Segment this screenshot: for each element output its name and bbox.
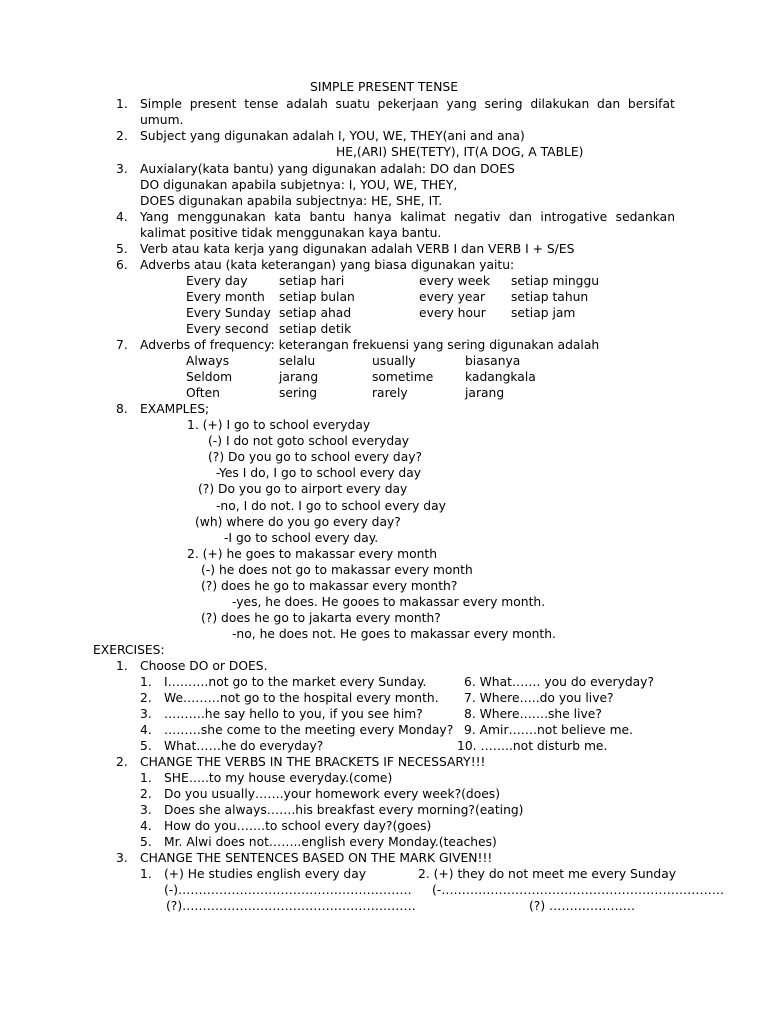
- exercise-item: 8. Where…….she live?: [464, 707, 602, 721]
- word: Simple: [140, 97, 182, 111]
- item-number: 7.: [116, 338, 128, 352]
- theory-line: Adverbs of frequency: keterangan frekuensi yang sering digunakan adalah: [140, 338, 600, 352]
- word: yang: [446, 97, 477, 111]
- exercise-number: 4.: [140, 723, 152, 737]
- frequency-en: Seldom: [186, 370, 233, 384]
- exercise-number: 2.: [140, 787, 152, 801]
- frequency-id: biasanya: [465, 354, 521, 368]
- justified-line: [140, 96, 675, 112]
- frequency-id: jarang: [279, 370, 319, 384]
- exercise-item: ………she come to the meeting every Monday?: [164, 723, 454, 737]
- theory-line: Verb atau kata kerja yang digunakan adalah VERB I dan VERB I + S/ES: [140, 242, 575, 256]
- adverb-id: setiap tahun: [511, 290, 589, 304]
- adverb-id: setiap bulan: [279, 290, 355, 304]
- word: dilakukan: [530, 97, 590, 111]
- adverb-id: setiap ahad: [279, 306, 352, 320]
- exercise-item: Do you usually…….your homework every week?(does): [164, 787, 501, 801]
- answer-blank: (-……………………………………………………………: [432, 883, 725, 897]
- item-number: 8.: [116, 402, 128, 416]
- frequency-id: jarang: [465, 386, 505, 400]
- theory-line: DO digunakan apabila subjetnya: I, YOU, WE, THEY,: [140, 178, 458, 192]
- exercise-item: 7. Where…..do you live?: [464, 691, 614, 705]
- example-line: 1. (+) I go to school everyday: [187, 418, 371, 432]
- exercise-item: 2. (+) they do not meet me every Sunday: [418, 867, 677, 881]
- word: tense: [244, 97, 279, 111]
- word: dan: [597, 97, 621, 111]
- exercise-number: 1.: [140, 867, 152, 881]
- adverb-en: Every month: [186, 290, 265, 304]
- frequency-en: Often: [186, 386, 220, 400]
- exercise-item: How do you…….to school every day?(goes): [164, 819, 432, 833]
- item-number: 4.: [116, 210, 128, 224]
- exercise-number: 5.: [140, 835, 152, 849]
- word: pekerjaan: [377, 97, 439, 111]
- adverb-id: setiap jam: [511, 306, 576, 320]
- section-number: 3.: [116, 851, 128, 865]
- exercise-item: 6. What……. you do everyday?: [464, 675, 654, 689]
- exercise-item: SHE…..to my house everyday.(come): [164, 771, 393, 785]
- example-line: (?) does he go to makassar every month?: [201, 579, 458, 593]
- answer-blank: (-)…………………………………………………: [164, 883, 412, 897]
- theory-line: Subject yang digunakan adalah I, YOU, WE, THEY(ani and ana): [140, 129, 525, 143]
- frequency-en: usually: [372, 354, 416, 368]
- frequency-en: sometime: [372, 370, 434, 384]
- theory-line: Adverbs atau (kata keterangan) yang biasa digunakan yaitu:: [140, 258, 515, 272]
- answer-blank: (?) …………………: [529, 899, 636, 913]
- adverb-en: every hour: [419, 306, 486, 320]
- adverb-id: setiap hari: [279, 274, 345, 288]
- exercise-number: 3.: [140, 803, 152, 817]
- word: bersifat: [627, 97, 675, 111]
- item-number: 5.: [116, 242, 128, 256]
- exercises-heading: EXERCISES:: [93, 643, 165, 657]
- item-number: 1.: [116, 97, 128, 111]
- adverb-id: setiap detik: [279, 322, 352, 336]
- theory-line: kalimat positive tidak menggunakan kaya bantu.: [140, 226, 442, 240]
- word: sering: [484, 97, 523, 111]
- word: suatu: [335, 97, 370, 111]
- theory-line: EXAMPLES;: [140, 402, 210, 416]
- adverb-en: Every Sunday: [186, 306, 271, 320]
- example-line: -Yes I do, I go to school every day: [216, 466, 422, 480]
- example-line: -yes, he does. He gooes to makassar every month.: [232, 595, 546, 609]
- example-line: -I go to school every day.: [224, 531, 379, 545]
- exercise-number: 4.: [140, 819, 152, 833]
- theory-line: umum.: [140, 113, 184, 127]
- theory-line: DOES digunakan apabila subjectnya: HE, SHE, IT.: [140, 194, 443, 208]
- item-number: 3.: [116, 162, 128, 176]
- item-number: 2.: [116, 129, 128, 143]
- section-title: CHANGE THE SENTENCES BASED ON THE MARK GIVEN!!!: [140, 851, 493, 865]
- exercise-item: Does she always…….his breakfast every morning?(eating): [164, 803, 524, 817]
- exercise-number: 1.: [140, 675, 152, 689]
- section-number: 1.: [116, 659, 128, 673]
- example-line: -no, he does not. He goes to makassar every month.: [232, 627, 556, 641]
- exercise-item: I……….not go to the market every Sunday.: [164, 675, 427, 689]
- adverb-id: setiap minggu: [511, 274, 600, 288]
- frequency-id: sering: [279, 386, 318, 400]
- exercise-number: 1.: [140, 771, 152, 785]
- exercise-number: 2.: [140, 691, 152, 705]
- example-line: (?) does he go to jakarta every month?: [201, 611, 441, 625]
- example-line: (-) he does not go to makassar every month: [201, 563, 473, 577]
- example-line: (?) Do you go to airport every day: [198, 482, 408, 496]
- exercise-number: 5.: [140, 739, 152, 753]
- page-title: SIMPLE PRESENT TENSE: [310, 80, 458, 94]
- frequency-id: kadangkala: [465, 370, 536, 384]
- example-line: -no, I do not. I go to school every day: [216, 499, 446, 513]
- adverb-en: Every second: [186, 322, 269, 336]
- example-line: (-) I do not goto school everyday: [208, 434, 410, 448]
- adverb-en: Every day: [186, 274, 248, 288]
- frequency-en: rarely: [372, 386, 408, 400]
- frequency-id: selalu: [279, 354, 316, 368]
- exercise-item: (+) He studies english every day: [164, 867, 367, 881]
- section-number: 2.: [116, 755, 128, 769]
- theory-line: HE,(ARI) SHE(TETY), IT(A DOG, A TABLE): [336, 145, 584, 159]
- frequency-en: Always: [186, 354, 230, 368]
- example-line: (?) Do you go to school every day?: [208, 450, 423, 464]
- section-title: CHANGE THE VERBS IN THE BRACKETS IF NECESSARY!!!: [140, 755, 486, 769]
- exercise-item: ……….he say hello to you, if you see him?: [164, 707, 423, 721]
- example-line: (wh) where do you go every day?: [195, 515, 401, 529]
- exercise-item: What……he do everyday?: [164, 739, 324, 753]
- theory-line: Yang menggunakan kata bantu hanya kalimat negativ dan introgative sedankan: [140, 210, 675, 224]
- exercise-number: 3.: [140, 707, 152, 721]
- exercise-item: We………not go to the hospital every month.: [164, 691, 439, 705]
- theory-line: Auxialary(kata bantu) yang digunakan adalah: DO dan DOES: [140, 162, 515, 176]
- section-title: Choose DO or DOES.: [140, 659, 268, 673]
- exercise-item: 9. Amir…….not believe me.: [464, 723, 634, 737]
- answer-blank: (?)…………………………………………………: [166, 899, 416, 913]
- word: present: [189, 97, 237, 111]
- adverb-en: every year: [419, 290, 486, 304]
- adverb-en: every week: [419, 274, 490, 288]
- word: adalah: [286, 97, 328, 111]
- exercise-item: 10. ……..not disturb me.: [457, 739, 608, 753]
- exercise-item: Mr. Alwi does not……..english every Monday.(teaches): [164, 835, 497, 849]
- example-line: 2. (+) he goes to makassar every month: [187, 547, 438, 561]
- item-number: 6.: [116, 258, 128, 272]
